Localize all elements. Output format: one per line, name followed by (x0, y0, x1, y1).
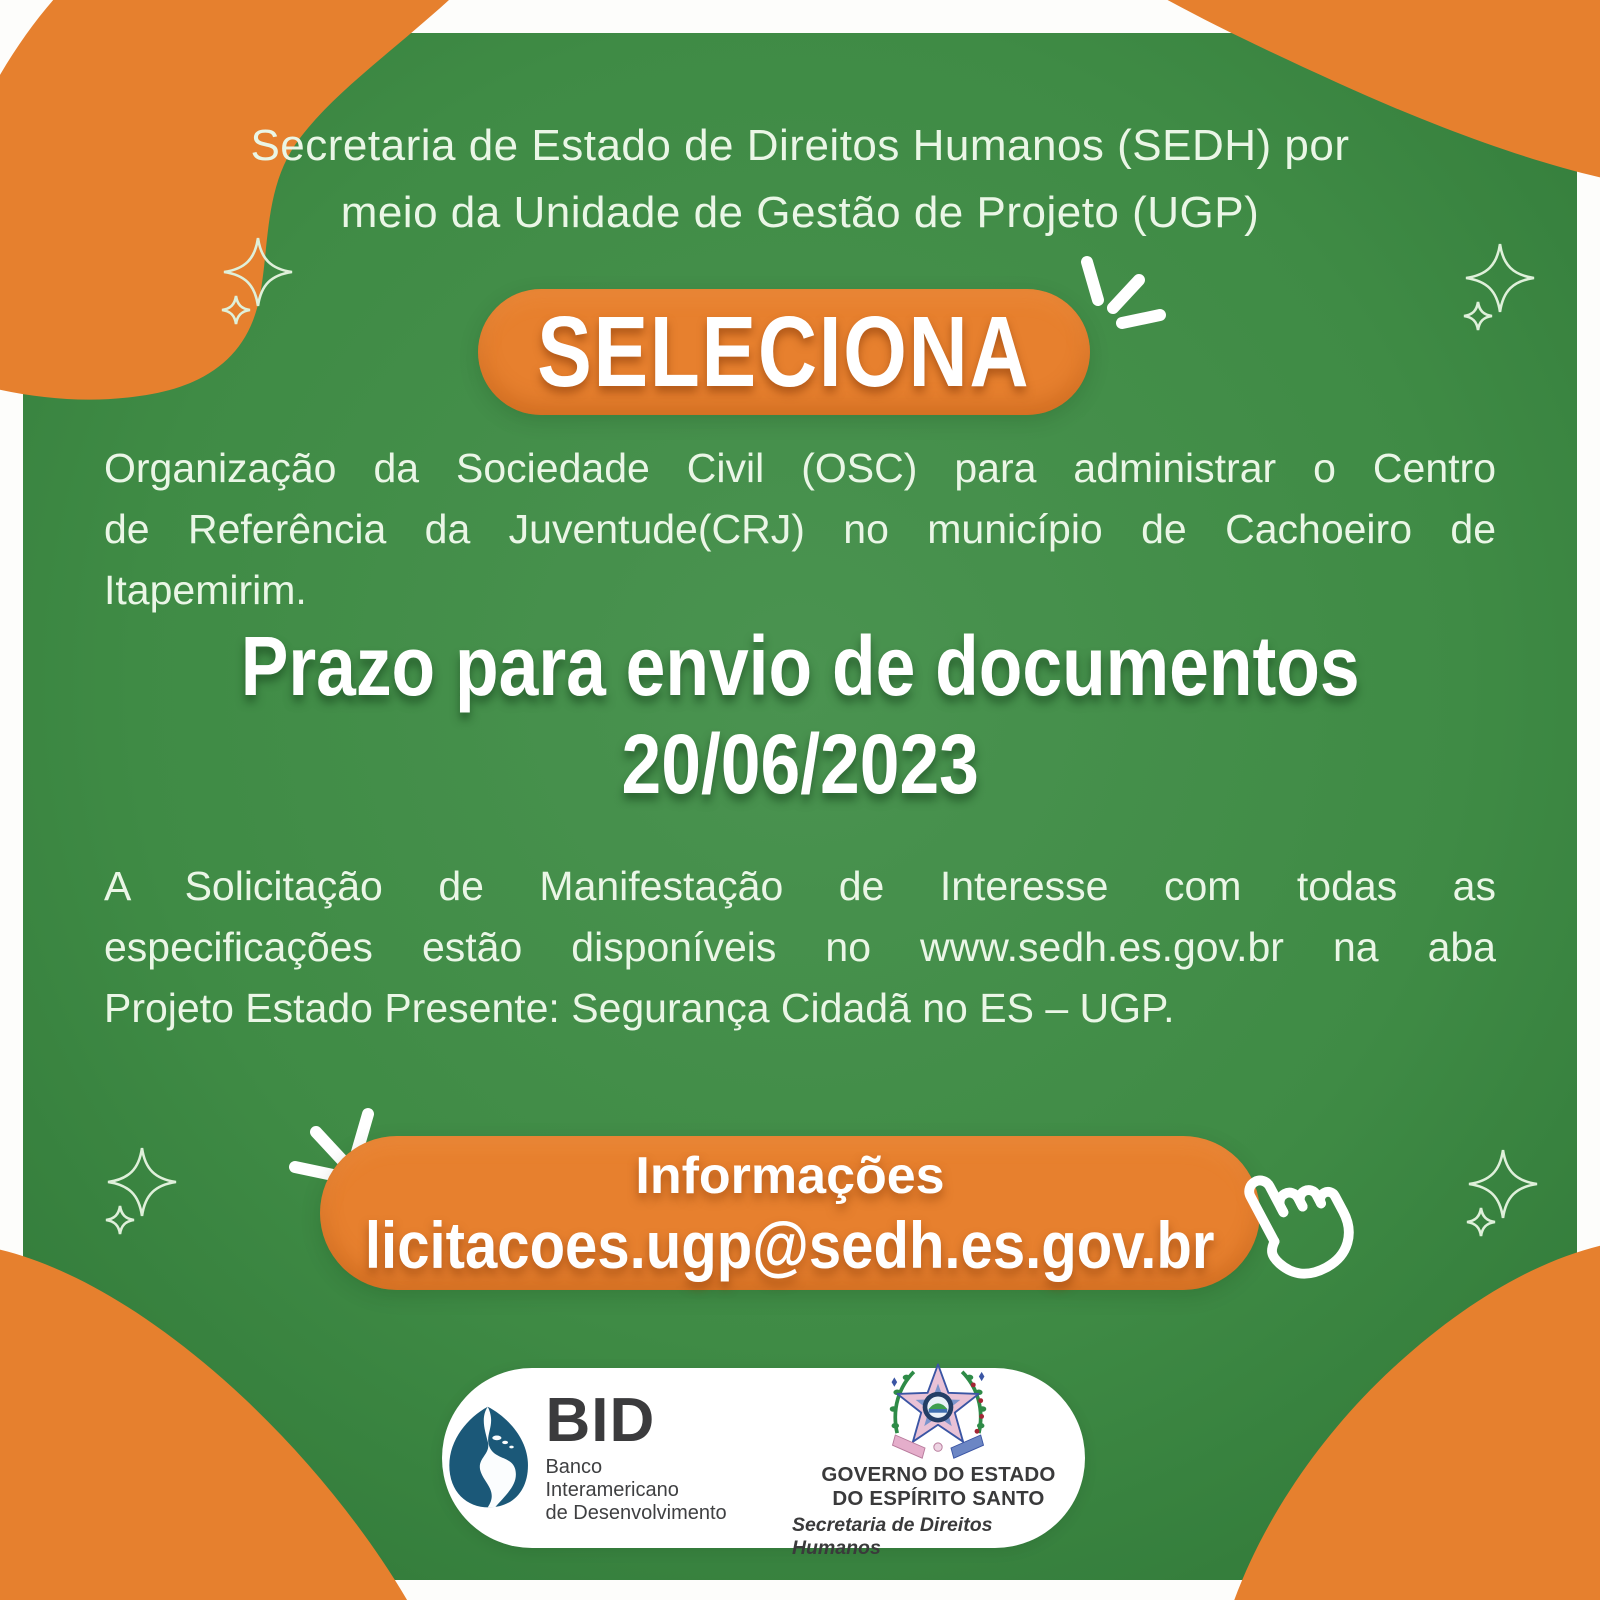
details-paragraph (104, 856, 1496, 1039)
bid-logo (442, 1385, 740, 1525)
text-line: Secretaria de Estado de Direitos Humanos (SEDH) por (250, 121, 1350, 170)
deadline-date (0, 716, 1600, 812)
text-line: Projeto Estado Presente: Segurança Cidadã no ES – UGP. (104, 985, 1175, 1031)
deadline-title (0, 618, 1600, 714)
text-line: GOVERNO DO ESTADO (821, 1462, 1056, 1486)
seleciona-label: SELECIONA (537, 295, 1031, 408)
contact-title: Informações (635, 1147, 945, 1205)
header-title (120, 112, 1480, 246)
government-logo (792, 1357, 1085, 1560)
text-line: especificações estão disponíveis no www.sedh.es.gov.br na aba (104, 924, 1496, 970)
deadline-title-text: Prazo para envio de documentos (240, 619, 1360, 713)
text-line: DO ESPÍRITO SANTO (832, 1486, 1045, 1510)
text-line: meio da Unidade de Gestão de Projeto (UGP) (340, 188, 1260, 237)
deadline-date-text: 20/06/2023 (621, 717, 979, 811)
text-line: Banco Interamericano (545, 1455, 679, 1501)
intro-paragraph (104, 438, 1496, 621)
government-name (821, 1463, 1055, 1511)
text-line: Itapemirim. (104, 567, 307, 613)
text-line: Organização da Sociedade Civil (OSC) para administrar o Centro (104, 445, 1496, 491)
text-line: de Referência da Juventude(CRJ) no município de Cachoeiro de (104, 506, 1496, 552)
contact-email: licitacoes.ugp@sedh.es.gov.br (365, 1208, 1215, 1282)
es-coat-of-arms-icon (882, 1357, 994, 1461)
text-line: de Desenvolvimento (545, 1501, 727, 1524)
bid-name: BID (545, 1385, 656, 1455)
footer-logo-box (442, 1368, 1085, 1559)
text-line: A Solicitação de Manifestação de Interesse com todas as (104, 863, 1496, 909)
bid-tagline (545, 1456, 739, 1525)
secretariat-name: Secretaria de Direitos Humanos (791, 1513, 993, 1559)
contact-pill (320, 1136, 1260, 1290)
bid-mark-icon (442, 1403, 533, 1513)
seleciona-badge (478, 289, 1090, 415)
